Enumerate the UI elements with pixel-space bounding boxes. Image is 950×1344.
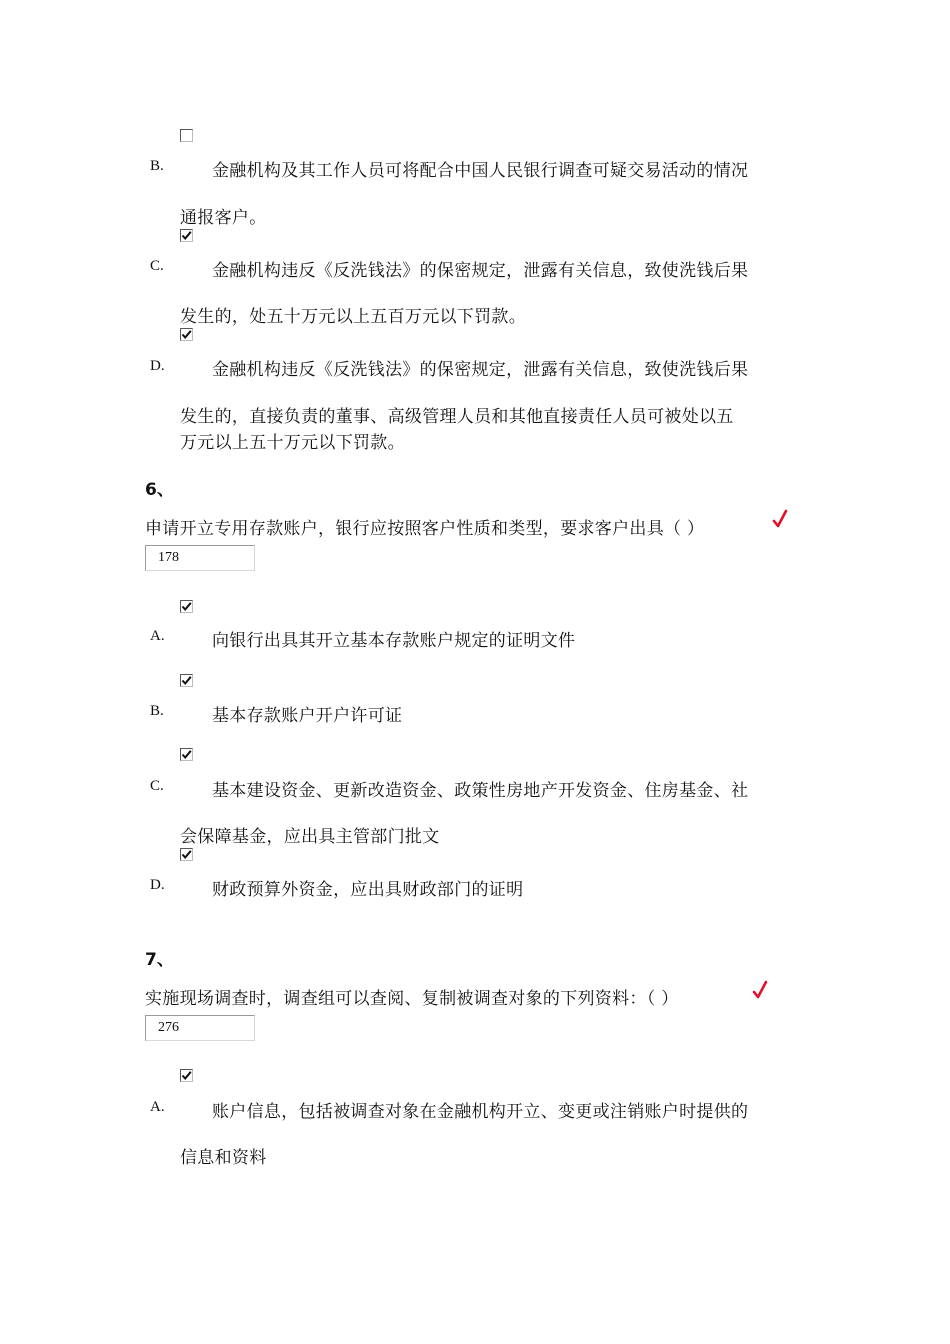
option-text: 发生的，直接负责的董事、高级管理人员和其他直接责任人员可被处以五 <box>180 407 734 427</box>
option-text: 发生的，处五十万元以上五百万元以下罚款。 <box>180 307 526 327</box>
option-text: 财政预算外资金，应出具财政部门的证明 <box>212 880 524 900</box>
question-id-field[interactable]: 178 <box>145 545 255 571</box>
option-letter: B. <box>150 158 164 174</box>
option-text: 金融机构违反《反洗钱法》的保密规定，泄露有关信息，致使洗钱后果 <box>212 360 749 380</box>
checkbox-option-c-q6[interactable] <box>180 748 193 761</box>
checkbox-option-c-q5[interactable] <box>180 229 193 242</box>
option-letter: C. <box>150 258 164 274</box>
checkbox-option-b-q6[interactable] <box>180 674 193 687</box>
option-letter: A. <box>150 1099 165 1115</box>
question-id-field[interactable]: 276 <box>145 1015 255 1041</box>
option-text: 基本存款账户开户许可证 <box>212 706 403 726</box>
option-letter: C. <box>150 778 164 794</box>
checkmark-icon <box>181 329 192 340</box>
correct-tick-icon <box>752 980 768 1000</box>
option-text: 金融机构违反《反洗钱法》的保密规定，泄露有关信息，致使洗钱后果 <box>212 261 749 281</box>
checkbox-option-b-q5[interactable] <box>180 129 193 142</box>
option-letter: A. <box>150 628 165 644</box>
question-number: 6、 <box>145 480 174 500</box>
question-text: 申请开立专用存款账户，银行应按照客户性质和类型，要求客户出具（ ） <box>145 519 705 539</box>
option-letter: D. <box>150 877 165 893</box>
option-letter: D. <box>150 358 165 374</box>
correct-tick-icon <box>772 509 788 529</box>
checkmark-icon <box>181 675 192 686</box>
option-text: 向银行出具其开立基本存款账户规定的证明文件 <box>212 631 576 651</box>
option-text: 会保障基金，应出具主管部门批文 <box>180 827 440 847</box>
checkmark-icon <box>181 601 192 612</box>
question-text: 实施现场调查时，调查组可以查阅、复制被调查对象的下列资料：（ ） <box>145 989 679 1009</box>
checkbox-option-d-q5[interactable] <box>180 328 193 341</box>
checkmark-icon <box>181 749 192 760</box>
option-letter: B. <box>150 703 164 719</box>
question-number: 7、 <box>145 950 174 970</box>
checkbox-option-a-q7[interactable] <box>180 1069 193 1082</box>
checkbox-option-d-q6[interactable] <box>180 848 193 861</box>
option-text: 通报客户。 <box>180 208 267 228</box>
checkmark-icon <box>181 230 192 241</box>
checkmark-icon <box>181 1070 192 1081</box>
checkmark-icon <box>181 849 192 860</box>
option-text: 基本建设资金、更新改造资金、政策性房地产开发资金、住房基金、社 <box>212 781 749 801</box>
option-text: 万元以上五十万元以下罚款。 <box>180 433 405 453</box>
checkbox-option-a-q6[interactable] <box>180 600 193 613</box>
option-text: 金融机构及其工作人员可将配合中国人民银行调查可疑交易活动的情况 <box>212 161 749 181</box>
option-text: 账户信息，包括被调查对象在金融机构开立、变更或注销账户时提供的 <box>212 1102 749 1122</box>
option-text: 信息和资料 <box>180 1148 267 1168</box>
